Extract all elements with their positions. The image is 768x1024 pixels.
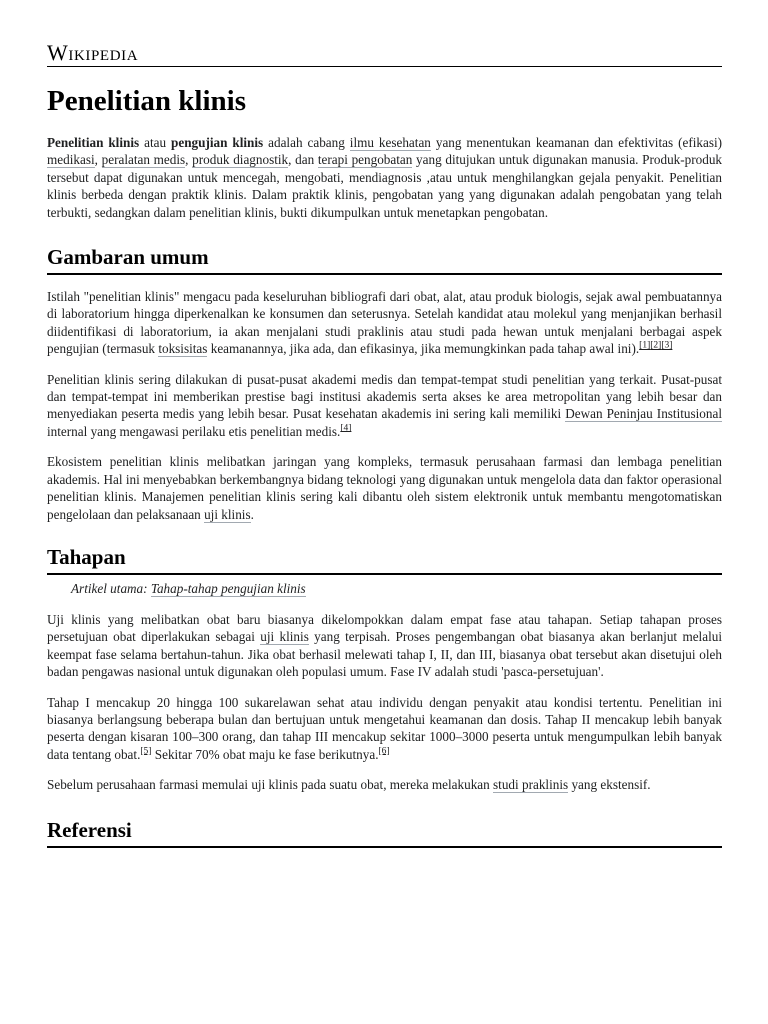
- reference-4[interactable]: [340, 423, 351, 433]
- text-span: Ekosistem penelitian klinis melibatkan jaringan yang kompleks, termasuk perusahaan farmasi dan lembaga penelitian akademis. Hal ini menyebabkan berkembangnya bidang teknologi yang digunakan untuk mengelola data dan faktor operasional penelitian klinis. Manajemen penelitian klinis sering kali dibantu oleh sistem elektronik untuk membantu mengotomatiskan pengelolaan dan pelaksanaan: [47, 454, 722, 522]
- text-span: .: [250, 506, 254, 522]
- header-divider: [47, 66, 722, 67]
- reference-6[interactable]: [379, 746, 390, 756]
- link-terapi-pengobatan[interactable]: terapi pengobatan: [317, 152, 413, 168]
- ref-link[interactable]: [6]: [378, 746, 390, 757]
- section-heading-referensi: Referensi: [47, 816, 722, 848]
- ref-link[interactable]: [5]: [140, 746, 152, 757]
- link-tahap-tahap-pengujian-klinis[interactable]: Tahap-tahap pengujian klinis: [150, 580, 306, 596]
- text-span: yang terpisah. Proses pengembangan obat biasanya akan berlanjut melalui keempat fase selama bertahun-tahun. Jika obat berhasil melewati tahap I, II, dan III, biasanya obat tersebut akan disetujui oleh badan pengawas nasional untuk digunakan oleh populasi umum. Fase IV adalah studi 'pasca-persetujuan'.: [47, 629, 722, 680]
- text-span: Istilah "penelitian klinis" mengacu pada keseluruhan bibliografi dari obat, alat, atau produk biologis, sejak awal pembuatannya di laboratorium hingga diperkenalkan ke konsumen dan seterusnya. Setelah kandidat atau molekul yang menjanjikan berhasil diidentifikasi di laboratorium, ia akan menjalani studi praklinis atau studi pada hewan untuk menjalani berbagai aspek pengujian (termasuk: [47, 289, 722, 357]
- text-span: ,: [185, 152, 193, 168]
- reference-3[interactable]: [661, 341, 672, 351]
- text-span: ,: [94, 152, 102, 168]
- gambaran-paragraph-1: [47, 288, 722, 358]
- ref-link[interactable]: [1]: [639, 340, 651, 351]
- text-span: Uji klinis yang melibatkan obat baru biasanya dikelompokkan dalam empat fase atau tahapan. Setiap tahapan proses persetujuan obat diperlakukan sebagai: [47, 611, 722, 645]
- link-ilmu-kesehatan[interactable]: ilmu kesehatan: [349, 135, 431, 150]
- link-uji-klinis[interactable]: uji klinis: [260, 629, 309, 645]
- wikipedia-logo[interactable]: Wikipedia: [47, 40, 139, 65]
- reference-1[interactable]: [639, 341, 650, 351]
- text-span: yang ditujukan untuk digunakan manusia. Produk-produk tersebut dapat digunakan untuk mencegah, mengobati, mendiagnosis ,atau untuk menghilangkan gejala penyakit. Penelitian klinis berbeda dengan praktik klinis. Dalam praktik klinis, pengobatan yang yang digunakan adalah pengobatan yang telah terbukti, sedangkan dalam penelitian klinis, bukti dikumpulkan untuk menetapkan pengobatan.: [47, 152, 723, 220]
- link-peralatan-medis[interactable]: peralatan medis: [101, 152, 186, 168]
- intro-paragraph: [47, 134, 722, 221]
- section-heading-gambaran-umum: Gambaran umum: [47, 243, 722, 275]
- ref-link[interactable]: [3]: [661, 340, 673, 351]
- text-span: yang ekstensif.: [568, 777, 651, 793]
- tahapan-paragraph-3: [47, 776, 722, 793]
- tahapan-paragraph-2: [47, 694, 722, 764]
- text-span: Penelitian klinis sering dilakukan di pusat-pusat akademi medis dan tempat-tempat studi penelitian yang terkait. Pusat-pusat dan tempat-tempat ini memberikan prestise bagi institusi akademis serta akses ke area metropolitan yang lebih besar dan menyediakan peserta medis yang lebih besar. Pusat kesehatan akademis ini sering kali memiliki: [47, 371, 722, 422]
- ref-link[interactable]: [2]: [650, 340, 662, 351]
- link-dewan-peninjau-institusional[interactable]: Dewan Peninjau Institusional: [565, 406, 723, 422]
- link-toksisitas[interactable]: toksisitas: [158, 341, 208, 357]
- text-span: , dan: [288, 152, 318, 168]
- link-produk-diagnostik[interactable]: produk diagnostik: [192, 152, 289, 168]
- link-uji-klinis[interactable]: uji klinis: [204, 506, 251, 522]
- text-span: atau: [139, 135, 172, 150]
- hatnote-prefix: Artikel utama:: [71, 580, 151, 596]
- reference-5[interactable]: [140, 746, 151, 756]
- text-span: yang menentukan keamanan dan efektivitas (efikasi): [430, 135, 723, 150]
- text-span: Tahap I mencakup 20 hingga 100 sukarelawan sehat atau individu dengan penyakit atau kondisi tertentu. Penelitian ini biasanya berlangsung beberapa bulan dan bertujuan untuk mengetahui keamanan dan dosis. Tahap II mencakup lebih banyak peserta dengan kisaran 100–300 orang, dan tahap III mencakup sekitar 1000–3000 peserta untuk mengumpulkan lebih banyak data tentang obat.: [47, 694, 722, 762]
- section-heading-tahapan: Tahapan: [47, 543, 722, 575]
- link-medikasi[interactable]: medikasi: [47, 152, 95, 168]
- gambaran-paragraph-2: [47, 371, 722, 441]
- page-title: Penelitian klinis: [47, 85, 247, 117]
- main-article-hatnote: [47, 580, 722, 597]
- ref-link[interactable]: [4]: [340, 423, 352, 434]
- text-span: keamanannya, jika ada, dan efikasinya, jika memungkinkan pada tahap awal ini).: [207, 341, 640, 357]
- bold-term: pengujian klinis: [171, 135, 264, 150]
- bold-term: Penelitian klinis: [47, 135, 140, 150]
- gambaran-paragraph-3: [47, 453, 722, 523]
- text-span: Sebelum perusahaan farmasi memulai uji klinis pada suatu obat, mereka melakukan: [47, 777, 494, 793]
- link-studi-praklinis[interactable]: studi praklinis: [493, 777, 569, 793]
- text-span: Sekitar 70% obat maju ke fase berikutnya.: [151, 746, 379, 762]
- article-page: [47, 0, 722, 848]
- reference-2[interactable]: [650, 341, 661, 351]
- text-span: adalah cabang: [263, 135, 350, 150]
- tahapan-paragraph-1: [47, 611, 722, 681]
- text-span: internal yang mengawasi perilaku etis penelitian medis.: [47, 423, 341, 439]
